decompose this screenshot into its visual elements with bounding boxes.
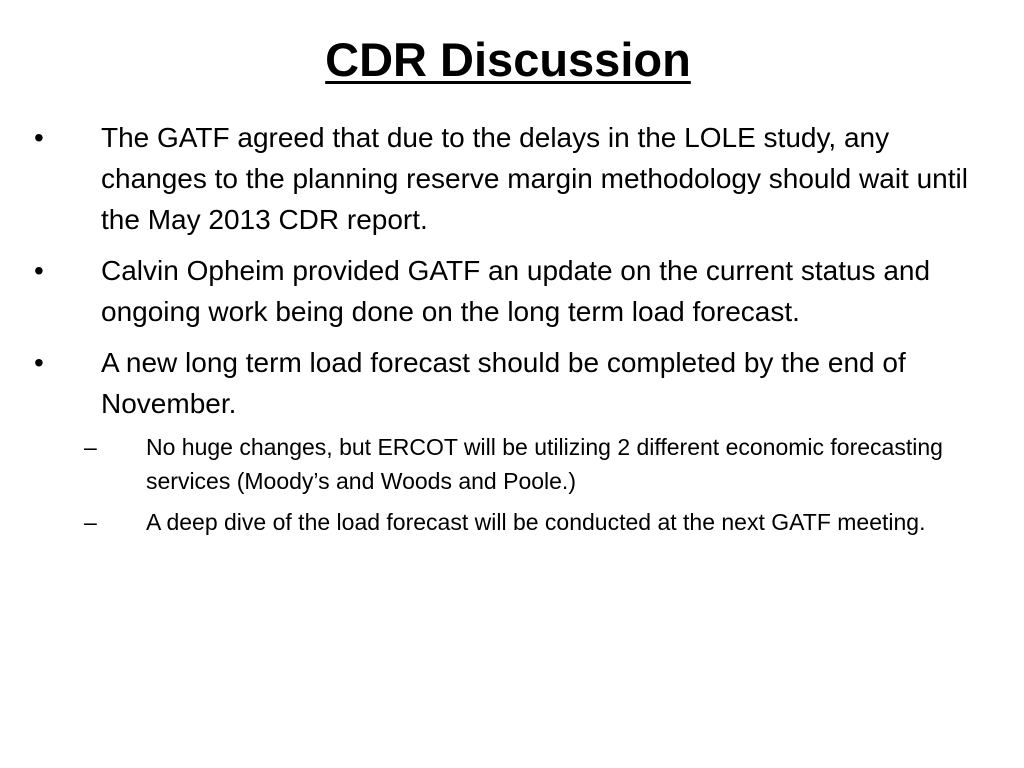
sub-bullet-text: A deep dive of the load forecast will be conducted at the next GATF meeting. [146, 509, 926, 535]
bullet-item [0, 117, 1024, 240]
sub-bullet-item [0, 505, 1024, 539]
sub-bullet-text: No huge changes, but ERCOT will be utilizing 2 different economic forecasting services (Moody’s and Woods and Poole.) [146, 434, 943, 494]
slide-title: CDR Discussion [325, 33, 691, 86]
sub-bullet-marker: – [84, 509, 97, 535]
bullet-text: The GATF agreed that due to the delays in the LOLE study, any changes to the planning reserve margin methodology should wait until the May 2013 CDR report. [101, 122, 968, 235]
bullet-marker: • [34, 122, 44, 153]
bullet-item [0, 342, 1024, 424]
bullet-text: Calvin Opheim provided GATF an update on the current status and ongoing work being done on the long term load forecast. [101, 255, 931, 327]
bullet-text: A new long term load forecast should be completed by the end of November. [101, 347, 906, 419]
sub-bullet-marker: – [84, 434, 97, 460]
bullet-item [0, 250, 1024, 332]
bullet-marker: • [34, 347, 44, 378]
sub-bullet-item [0, 430, 1024, 498]
slide-body [0, 117, 1024, 546]
bullet-marker: • [34, 255, 44, 286]
